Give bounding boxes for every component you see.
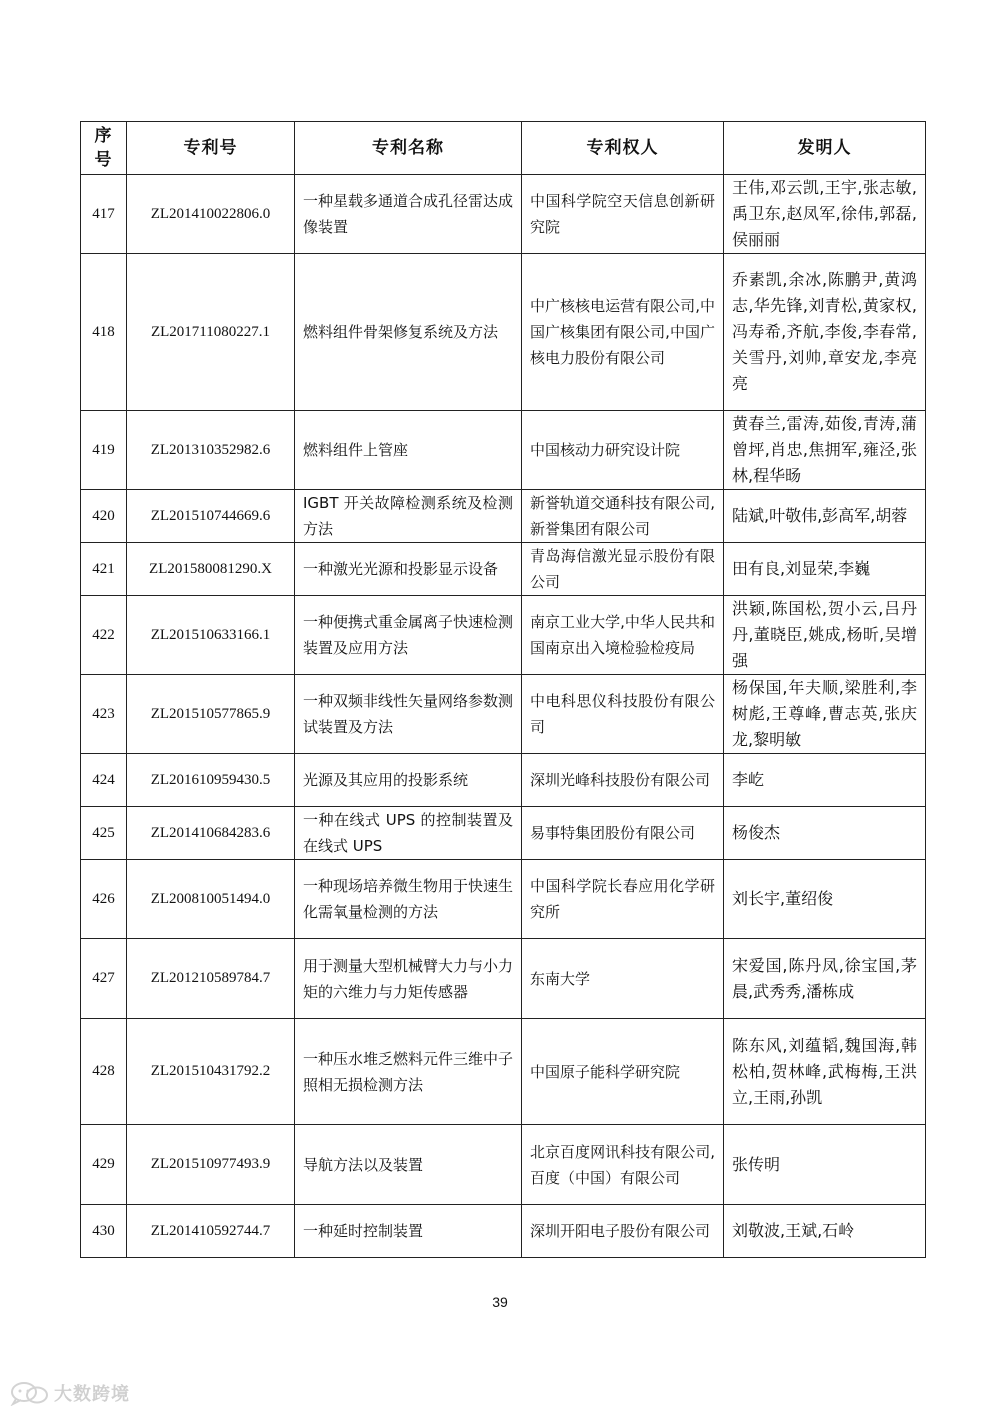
cell-patent-no: ZL201410684283.6 bbox=[127, 807, 295, 860]
cell-inventors: 杨保国,年夫顺,梁胜利,李树彪,王尊峰,曹志英,张庆龙,黎明敏 bbox=[724, 675, 926, 754]
cell-seq: 422 bbox=[81, 596, 127, 675]
page-number: 39 bbox=[492, 1294, 508, 1310]
cell-seq: 417 bbox=[81, 175, 127, 254]
cell-patent-no: ZL201210589784.7 bbox=[127, 939, 295, 1019]
cell-patentee: 中国科学院空天信息创新研究院 bbox=[522, 175, 724, 254]
cell-patentee: 新誉轨道交通科技有限公司,新誉集团有限公司 bbox=[522, 490, 724, 543]
cell-patent-name: 一种激光光源和投影显示设备 bbox=[295, 543, 522, 596]
cell-patentee: 南京工业大学,中华人民共和国南京出入境检验检疫局 bbox=[522, 596, 724, 675]
cell-patent-name: 一种压水堆乏燃料元件三维中子照相无损检测方法 bbox=[295, 1019, 522, 1125]
header-inventors: 发明人 bbox=[724, 122, 926, 175]
cell-inventors: 陈东风,刘蕴韬,魏国海,韩松柏,贺林峰,武梅梅,王洪立,王雨,孙凯 bbox=[724, 1019, 926, 1125]
cell-inventors: 王伟,邓云凯,王宇,张志敏,禹卫东,赵凤军,徐伟,郭磊,侯丽丽 bbox=[724, 175, 926, 254]
header-patent-name: 专利名称 bbox=[295, 122, 522, 175]
table-row bbox=[81, 411, 926, 490]
table-row bbox=[81, 860, 926, 939]
cell-inventors: 李屹 bbox=[724, 754, 926, 807]
cell-patentee: 中国科学院长春应用化学研究所 bbox=[522, 860, 724, 939]
cell-patent-no: ZL200810051494.0 bbox=[127, 860, 295, 939]
table-row bbox=[81, 254, 926, 411]
cell-patentee: 深圳光峰科技股份有限公司 bbox=[522, 754, 724, 807]
cell-patent-no: ZL201510431792.2 bbox=[127, 1019, 295, 1125]
cell-patentee: 青岛海信激光显示股份有限公司 bbox=[522, 543, 724, 596]
cell-seq: 429 bbox=[81, 1125, 127, 1205]
cell-inventors: 宋爱国,陈丹凤,徐宝国,茅晨,武秀秀,潘栋成 bbox=[724, 939, 926, 1019]
cell-patentee: 深圳开阳电子股份有限公司 bbox=[522, 1205, 724, 1258]
cell-patent-no: ZL201610959430.5 bbox=[127, 754, 295, 807]
cell-patent-name: IGBT 开关故障检测系统及检测方法 bbox=[295, 490, 522, 543]
table-row bbox=[81, 543, 926, 596]
cell-seq: 423 bbox=[81, 675, 127, 754]
cell-patent-name: 导航方法以及装置 bbox=[295, 1125, 522, 1205]
cell-patent-name: 一种在线式 UPS 的控制装置及在线式 UPS bbox=[295, 807, 522, 860]
patent-table bbox=[80, 121, 926, 1258]
cell-patent-no: ZL201510744669.6 bbox=[127, 490, 295, 543]
cell-inventors: 田有良,刘显荣,李巍 bbox=[724, 543, 926, 596]
watermark bbox=[10, 1380, 130, 1406]
cell-patent-name: 一种延时控制装置 bbox=[295, 1205, 522, 1258]
table-row bbox=[81, 596, 926, 675]
cell-inventors: 张传明 bbox=[724, 1125, 926, 1205]
cell-seq: 421 bbox=[81, 543, 127, 596]
cell-patent-no: ZL201410592744.7 bbox=[127, 1205, 295, 1258]
cell-inventors: 刘敬波,王斌,石岭 bbox=[724, 1205, 926, 1258]
table-row bbox=[81, 939, 926, 1019]
cell-patent-no: ZL201310352982.6 bbox=[127, 411, 295, 490]
cell-inventors: 杨俊杰 bbox=[724, 807, 926, 860]
cell-seq: 428 bbox=[81, 1019, 127, 1125]
table-header-row bbox=[81, 122, 926, 175]
cell-patentee: 北京百度网讯科技有限公司,百度（中国）有限公司 bbox=[522, 1125, 724, 1205]
cell-inventors: 陆斌,叶敬伟,彭高军,胡蓉 bbox=[724, 490, 926, 543]
table-row bbox=[81, 1205, 926, 1258]
cell-seq: 426 bbox=[81, 860, 127, 939]
cell-patent-name: 燃料组件骨架修复系统及方法 bbox=[295, 254, 522, 411]
cell-patent-no: ZL201510633166.1 bbox=[127, 596, 295, 675]
cell-patent-name: 燃料组件上管座 bbox=[295, 411, 522, 490]
table-row bbox=[81, 175, 926, 254]
cell-seq: 418 bbox=[81, 254, 127, 411]
cell-patent-name: 一种现场培养微生物用于快速生化需氧量检测的方法 bbox=[295, 860, 522, 939]
table-row bbox=[81, 490, 926, 543]
cell-seq: 419 bbox=[81, 411, 127, 490]
cell-patent-name: 一种双频非线性矢量网络参数测试装置及方法 bbox=[295, 675, 522, 754]
cell-inventors: 刘长宇,董绍俊 bbox=[724, 860, 926, 939]
table-row bbox=[81, 754, 926, 807]
cell-inventors: 洪颖,陈国松,贺小云,吕丹丹,董晓臣,姚成,杨昕,吴增强 bbox=[724, 596, 926, 675]
cell-patent-no: ZL201711080227.1 bbox=[127, 254, 295, 411]
cell-seq: 425 bbox=[81, 807, 127, 860]
cell-patent-no: ZL201580081290.X bbox=[127, 543, 295, 596]
header-patent-no: 专利号 bbox=[127, 122, 295, 175]
cell-patentee: 中国原子能科学研究院 bbox=[522, 1019, 724, 1125]
cell-patent-name: 一种便携式重金属离子快速检测装置及应用方法 bbox=[295, 596, 522, 675]
watermark-text: 大数跨境 bbox=[54, 1384, 130, 1405]
cell-patent-name: 光源及其应用的投影系统 bbox=[295, 754, 522, 807]
cell-seq: 420 bbox=[81, 490, 127, 543]
cell-inventors: 乔素凯,余冰,陈鹏尹,黄鸿志,华先锋,刘青松,黄家权,冯寿希,齐航,李俊,李春常,关雪丹,刘帅,章安龙,李亮亮 bbox=[724, 254, 926, 411]
table-row bbox=[81, 1125, 926, 1205]
cell-seq: 424 bbox=[81, 754, 127, 807]
cell-patent-no: ZL201410022806.0 bbox=[127, 175, 295, 254]
cell-patentee: 东南大学 bbox=[522, 939, 724, 1019]
header-patentee: 专利权人 bbox=[522, 122, 724, 175]
cell-seq: 427 bbox=[81, 939, 127, 1019]
table-row bbox=[81, 675, 926, 754]
cell-patent-no: ZL201510577865.9 bbox=[127, 675, 295, 754]
cell-patentee: 易事特集团股份有限公司 bbox=[522, 807, 724, 860]
table-row bbox=[81, 1019, 926, 1125]
wechat-bubble-icon bbox=[10, 1380, 50, 1406]
cell-patent-name: 用于测量大型机械臂大力与小力矩的六维力与力矩传感器 bbox=[295, 939, 522, 1019]
header-seq: 序号 bbox=[81, 122, 127, 175]
cell-inventors: 黄春兰,雷涛,茹俊,青涛,蒲曾坪,肖忠,焦拥军,雍泾,张林,程华旸 bbox=[724, 411, 926, 490]
table-row bbox=[81, 807, 926, 860]
cell-patent-name: 一种星载多通道合成孔径雷达成像装置 bbox=[295, 175, 522, 254]
cell-patentee: 中广核核电运营有限公司,中国广核集团有限公司,中国广核电力股份有限公司 bbox=[522, 254, 724, 411]
cell-patentee: 中电科思仪科技股份有限公司 bbox=[522, 675, 724, 754]
cell-patentee: 中国核动力研究设计院 bbox=[522, 411, 724, 490]
cell-patent-no: ZL201510977493.9 bbox=[127, 1125, 295, 1205]
cell-seq: 430 bbox=[81, 1205, 127, 1258]
